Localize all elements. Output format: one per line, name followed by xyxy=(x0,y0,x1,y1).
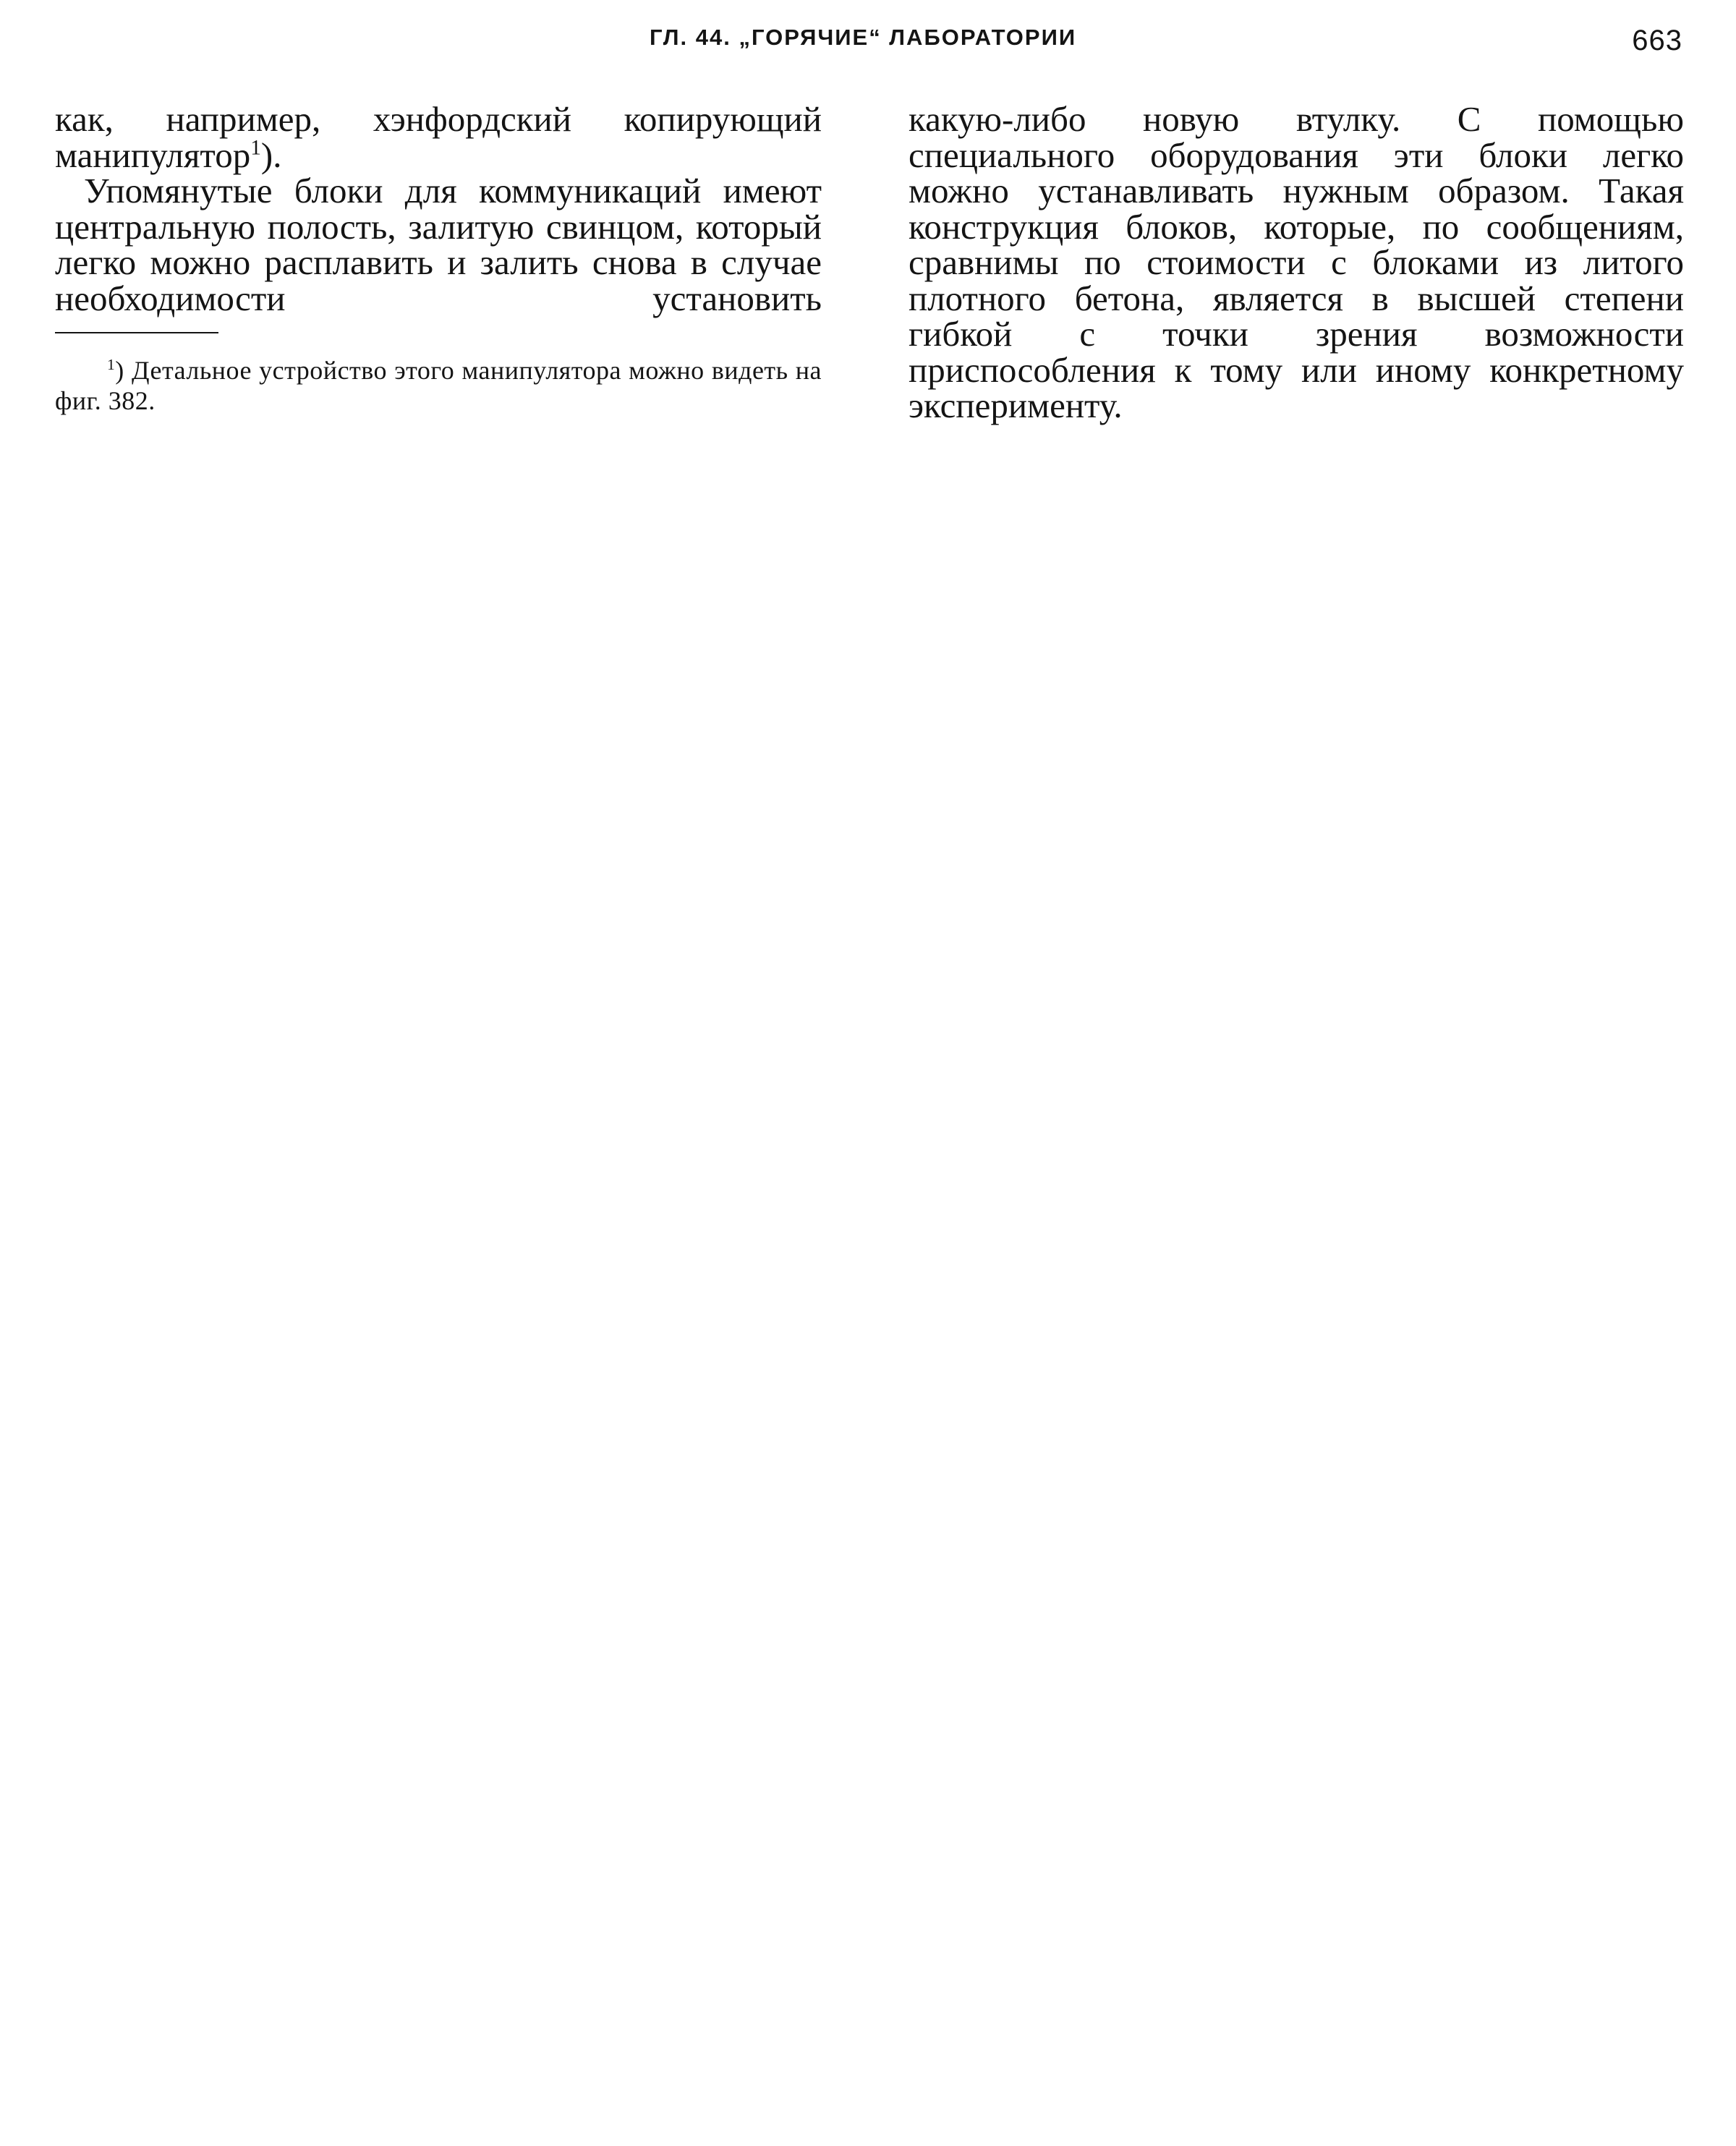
footnote-reference: 1 xyxy=(250,136,261,160)
left-paragraph-1-end: ). xyxy=(260,135,282,175)
running-head xyxy=(0,22,1736,58)
footnote-marker: 1 xyxy=(107,356,116,373)
footnote-text: ) Детальное устройство этого манипулятора можно видеть на фиг. 382. xyxy=(55,356,822,415)
left-paragraph-1-text: как, например, хэнфордский копирующий манипулятор xyxy=(55,99,822,175)
right-column xyxy=(909,101,1684,424)
left-paragraph-2: Упомянутые блоки для коммуникаций имеют центральную полость, залитую свинцом, который легко можно расплавить и залить снова в случае необходимости установить xyxy=(55,171,822,318)
page-number: 663 xyxy=(1632,25,1682,56)
chapter-title: ГЛ. 44. „ГОРЯЧИЕ“ ЛАБОРАТОРИИ xyxy=(650,25,1077,50)
left-column xyxy=(55,101,822,416)
footnote xyxy=(55,355,822,416)
footnote-rule xyxy=(55,332,218,333)
left-paragraph-1 xyxy=(55,101,822,173)
right-paragraph-1: какую-либо новую втулку. С помощью специального оборудования эти блоки легко можно устанавливать нужным образом. Такая конструкция блоков, которые, по сообщениям, сравнимы по стоимости с блоками из литого плотного бетона, является в высшей степени гибкой с точки зрения возможности приспособления к тому или иному конкретному эксперименту. xyxy=(909,99,1684,425)
